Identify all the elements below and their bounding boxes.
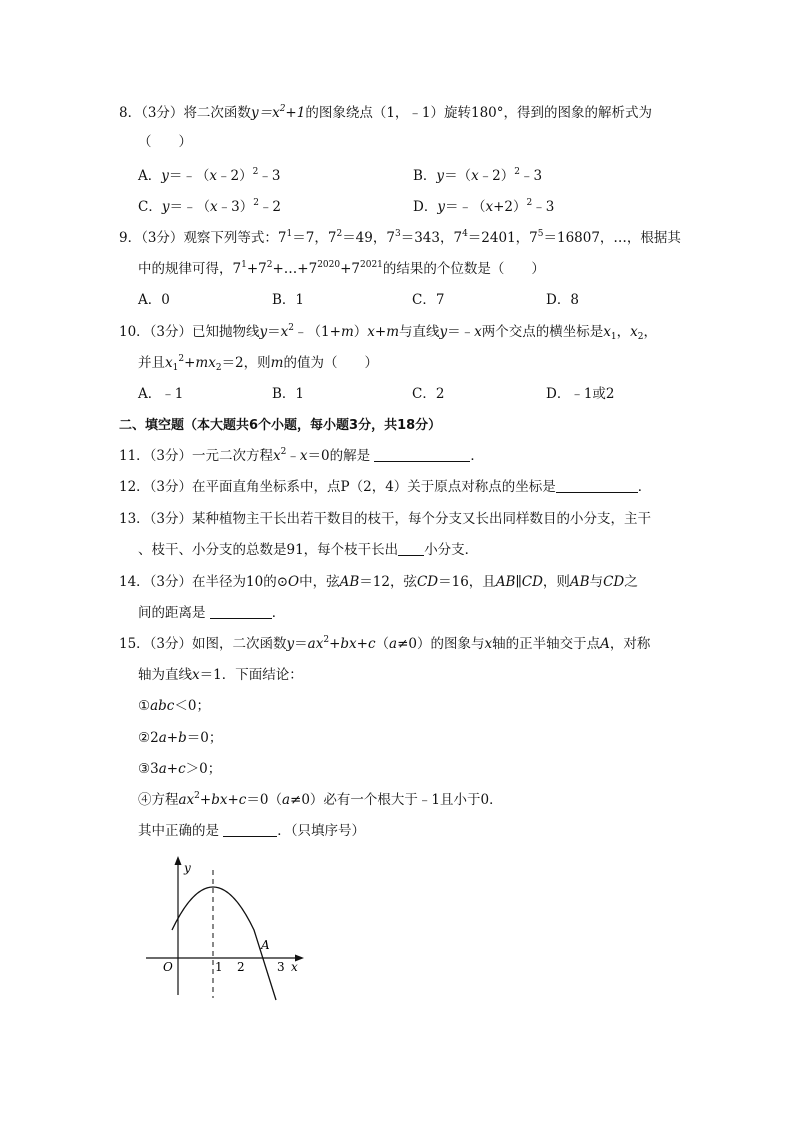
q14-line2 xyxy=(138,604,285,622)
q15-answer-blank[interactable] xyxy=(223,822,277,837)
q12-number: 12．（3分） xyxy=(119,479,193,495)
q13-line1 xyxy=(119,510,651,528)
q10-option-c[interactable]: C．2 xyxy=(412,386,445,402)
q15-conclusion-3: ③3a+c＞0； xyxy=(138,761,222,777)
q10-line1: 10．（3分）已知抛物线$y=x^2﹣(1+m)x+m$与直线y＝﹣x两个交点的横坐标是$x_1$，$x_2$， xyxy=(119,323,657,342)
q11-number: 11．（3分） xyxy=(119,448,193,464)
q9-number: 9．（3分） xyxy=(119,230,184,246)
q14-answer-blank[interactable] xyxy=(210,604,272,619)
q10-number: 10．（3分） xyxy=(119,324,193,340)
q8-text-b: 的图象绕点（1，﹣1）旋转180°，得到的图象的解析式为 xyxy=(305,105,653,121)
q8-option-a[interactable]: A．y＝﹣（x﹣2）$^2$﹣3 xyxy=(138,167,281,184)
tick-2-label: 2 xyxy=(237,960,245,974)
q14-end: ． xyxy=(271,605,286,621)
q13-line2 xyxy=(138,541,478,559)
q8-formula: $y=x^2+1$ xyxy=(250,104,306,121)
q8-paren: （ ） xyxy=(138,134,192,150)
y-label: y xyxy=(184,861,191,875)
q12-text: 在平面直角坐标系中，点P（2，4）关于原点对称点的坐标是 xyxy=(192,479,556,495)
q15-end: ．（只填序号） xyxy=(277,823,366,839)
q12-line xyxy=(119,478,651,496)
origin-label: O xyxy=(163,960,173,974)
q13-text2a: 、枝干、小分支的总数是91，每个枝干长出 xyxy=(138,542,399,558)
q8-number: 8．（3分） xyxy=(119,105,184,121)
q13-text1: 某种植物主干长出若干数目的枝干，每个分支又长出同样数目的小分支，主干 xyxy=(192,511,652,527)
section2-title: 二、填空题（本大题共6个小题，每小题3分，共18分） xyxy=(119,418,442,433)
q8-option-c[interactable]: C．y＝﹣（x﹣3）$^2$﹣2 xyxy=(138,198,282,215)
q8-text-a: 将二次函数 xyxy=(183,105,251,121)
q14-number: 14．（3分） xyxy=(119,574,193,590)
q8-option-d[interactable]: D．$y=﹣(x+2)^2﹣3$ xyxy=(413,198,555,215)
q9-option-c[interactable]: C．7 xyxy=(412,292,445,308)
q12-end: ． xyxy=(637,479,652,495)
q9-line2: 中的规律可得，$7^1+7^2+\dots+7^{2020}+7^{2021}$的结果的个位数是（ ） xyxy=(138,260,545,277)
q8-line1 xyxy=(119,104,652,122)
q15-prompt-line xyxy=(138,822,365,840)
q15-conclusion-4: ④方程$ax^2+bx+c=0(a\ne 0)$必有一个根大于﹣1且小于0． xyxy=(138,791,503,808)
q15-prompt: 其中正确的是 xyxy=(138,823,219,839)
q14-line1: 14．（3分）在半径为10的⊙O中，弦AB＝12，弦CD＝16，且AB∥CD，则AB与CD之 xyxy=(119,574,638,590)
q8-option-b[interactable]: B．y＝（x﹣2）$^2$﹣3 xyxy=(413,167,543,184)
q9-option-a[interactable]: A．0 xyxy=(138,292,170,308)
q9-option-d[interactable]: D．8 xyxy=(546,292,579,308)
q15-line1: 15．（3分）如图，二次函数$y=ax^2+bx+c(a\ne 0)$的图象与x轴的正半轴交于点A，对称 xyxy=(119,635,651,652)
q10-line2: 并且$x_1^2+mx_2=2$，则m的值为（ ） xyxy=(138,354,378,373)
q11-end: ． xyxy=(470,448,484,464)
q10-option-b[interactable]: B．1 xyxy=(272,386,305,402)
q15-conclusion-1: ①abc＜0； xyxy=(138,698,210,714)
q9-option-b[interactable]: B．1 xyxy=(272,292,305,308)
q13-answer-blank[interactable] xyxy=(398,541,424,556)
q11-answer-blank[interactable] xyxy=(374,447,470,462)
x-label: x xyxy=(291,960,298,974)
q11-line: 11．（3分）一元二次方程$x^2﹣x=0$的解是 ． xyxy=(119,447,484,464)
q12-answer-blank[interactable] xyxy=(556,478,638,493)
point-a-label: A xyxy=(261,938,270,952)
q15-number: 15．（3分） xyxy=(119,636,193,652)
tick-3-label: 3 xyxy=(277,960,285,974)
q9-line1: 9．（3分）观察下列等式：$7^1=7$，$7^2=49$，$7^3=343$，$7^4=2401$，$7^5=16807$，…，根据其 xyxy=(119,229,681,246)
q13-number: 13．（3分） xyxy=(119,511,193,527)
q13-text2b: 小分支． xyxy=(424,542,479,558)
parabola-graph xyxy=(138,850,318,1010)
q10-option-a[interactable]: A．﹣1 xyxy=(138,386,184,402)
q15-conclusion-2: ②2a+b＝0； xyxy=(138,730,223,746)
q10-option-d[interactable]: D．﹣1或2 xyxy=(546,386,615,402)
y-axis-arrow xyxy=(175,856,182,865)
q15-line2: 轴为直线x＝1．下面结论： xyxy=(138,667,303,683)
q14-text2: 间的距离是 xyxy=(138,605,206,621)
tick-1-label: 1 xyxy=(215,960,223,974)
